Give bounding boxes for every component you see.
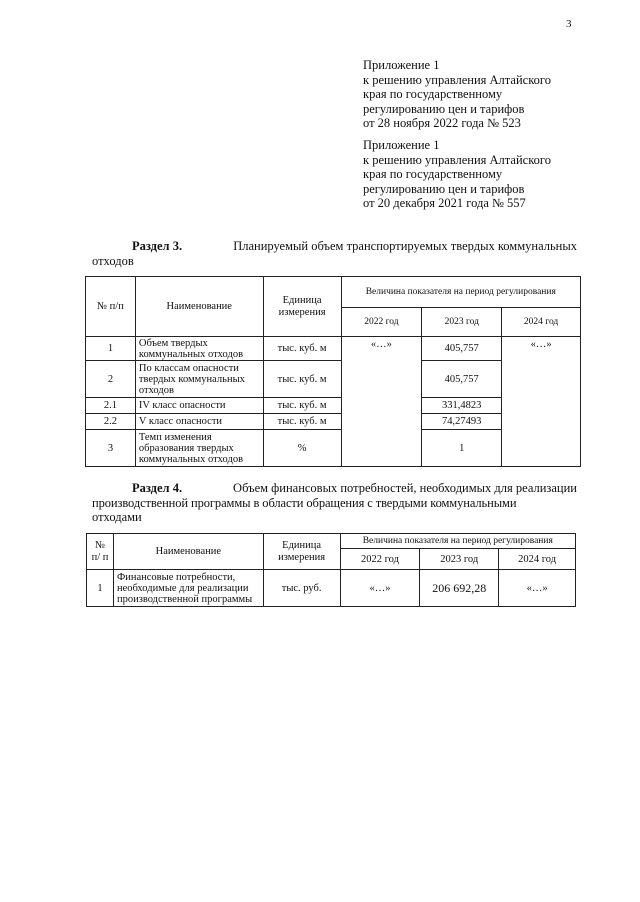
- appendix-header-current: [363, 58, 551, 131]
- appendix-line: края по государственному: [363, 87, 503, 101]
- row-2023-value: 206 692,28: [420, 570, 499, 607]
- row-2023-value: 405,757: [422, 337, 502, 361]
- row-num: 3: [86, 430, 136, 467]
- section-3-label: Раздел 3.: [132, 239, 183, 253]
- row-name: Финансовые потребности, необходимые для реализации производственной программы: [113, 570, 263, 607]
- row-num: 2.1: [86, 398, 136, 414]
- row-2023-value: 1: [422, 430, 502, 467]
- merged-2024-value: «…»: [502, 337, 581, 467]
- col-header-year: 2023 год: [422, 308, 502, 337]
- col-header-num: № п/ п: [87, 534, 114, 570]
- row-num: 1: [87, 570, 114, 607]
- col-header-name: Наименование: [135, 277, 263, 337]
- row-name: По классам опасности твердых коммунальных отходов: [135, 361, 263, 398]
- col-header-year: 2024 год: [499, 549, 576, 570]
- section-4-heading: [92, 481, 577, 525]
- section-3-title: Планируемый объем транспортируемых твердых коммунальных: [233, 239, 577, 253]
- row-num: 2.2: [86, 414, 136, 430]
- appendix-line: Приложение 1: [363, 58, 440, 72]
- row-unit: тыс. куб. м: [263, 398, 341, 414]
- col-header-year: 2023 год: [420, 549, 499, 570]
- row-name: Темп изменения образования твердых коммунальных отходов: [135, 430, 263, 467]
- col-header-year: 2022 год: [340, 549, 420, 570]
- row-unit: тыс. куб. м: [263, 361, 341, 398]
- col-header-unit: Единица измерения: [263, 277, 341, 337]
- section-4-title-cont: производственной программы в области обращения с твердыми коммунальными: [92, 495, 517, 510]
- section-3-table: [85, 276, 581, 467]
- appendix-line: от 20 декабря 2021 года № 557: [363, 196, 526, 210]
- row-name: V класс опасности: [135, 414, 263, 430]
- row-2024-value: «…»: [499, 570, 576, 607]
- row-unit: тыс. куб. м: [263, 337, 341, 361]
- row-name: Объем твердых коммунальных отходов: [135, 337, 263, 361]
- row-num: 1: [86, 337, 136, 361]
- appendix-line: к решению управления Алтайского: [363, 72, 551, 87]
- merged-2022-value: «…»: [341, 337, 422, 467]
- section-4-label: Раздел 4.: [132, 481, 183, 495]
- col-header-year: 2024 год: [502, 308, 581, 337]
- col-header-name: Наименование: [113, 534, 263, 570]
- col-header-period: Величина показателя на период регулирования: [341, 277, 580, 308]
- appendix-line: Приложение 1: [363, 138, 440, 152]
- section-3-heading: [92, 239, 577, 268]
- section-4-title: Объем финансовых потребностей, необходимых для реализации: [233, 481, 577, 495]
- appendix-header-previous: [363, 138, 551, 211]
- table-row: [87, 570, 576, 607]
- section-4-table: [86, 533, 576, 607]
- col-header-num: № п/п: [86, 277, 136, 337]
- appendix-line: регулированию цен и тарифов: [363, 101, 525, 116]
- row-2023-value: 331,4823: [422, 398, 502, 414]
- appendix-line: края по государственному: [363, 167, 503, 181]
- col-header-period: Величина показателя на период регулирования: [340, 534, 575, 549]
- appendix-line: к решению управления Алтайского: [363, 152, 551, 167]
- appendix-line: от 28 ноября 2022 года № 523: [363, 116, 521, 130]
- section-3-title-cont: отходов: [92, 253, 134, 268]
- row-name: IV класс опасности: [135, 398, 263, 414]
- row-2022-value: «…»: [340, 570, 420, 607]
- col-header-year: 2022 год: [341, 308, 422, 337]
- appendix-line: регулированию цен и тарифов: [363, 181, 525, 196]
- table-row: [86, 337, 581, 361]
- col-header-unit: Единица измерения: [263, 534, 340, 570]
- section-4-title-cont: отходами: [92, 510, 142, 524]
- row-2023-value: 405,757: [422, 361, 502, 398]
- row-unit: %: [263, 430, 341, 467]
- row-unit: тыс. руб.: [263, 570, 340, 607]
- row-num: 2: [86, 361, 136, 398]
- row-unit: тыс. куб. м: [263, 414, 341, 430]
- row-2023-value: 74,27493: [422, 414, 502, 430]
- page-number: 3: [566, 18, 572, 30]
